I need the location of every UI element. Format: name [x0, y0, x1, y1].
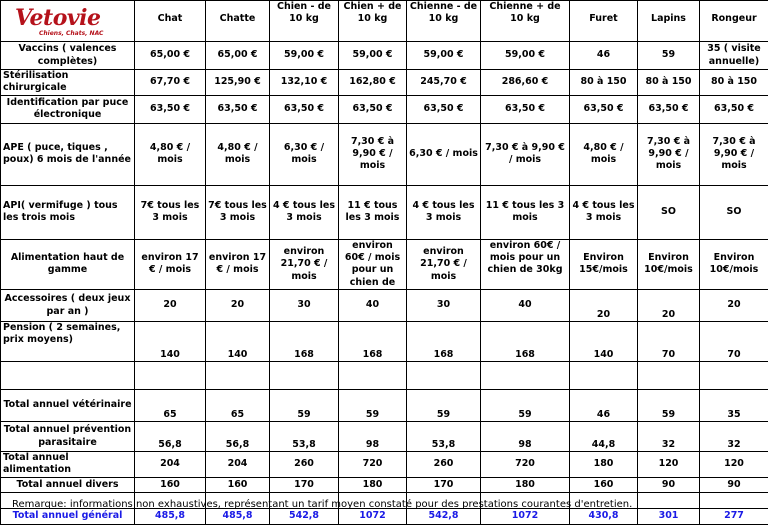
col-header-chienne-large: Chienne + de 10 kg: [481, 1, 570, 42]
table-cell: 7,30 € à 9,90 € / mois: [481, 123, 570, 185]
table-cell: 170: [270, 477, 339, 492]
table-cell: 485,8: [206, 508, 270, 524]
table-cell: 168: [270, 322, 339, 362]
row-label-sterilisation: Stérilisation chirurgicale: [1, 70, 135, 96]
table-cell: 67,70 €: [135, 70, 206, 96]
table-cell: 7€ tous les 3 mois: [135, 185, 206, 239]
table-cell: 90: [700, 477, 768, 492]
table-cell: 65: [135, 390, 206, 422]
table-cell: 44,8: [570, 422, 638, 452]
col-header-chien-large: Chien + de 10 kg: [339, 1, 407, 42]
row-label-total-prevention: Total annuel prévention parasitaire: [1, 422, 135, 452]
table-cell: 260: [407, 452, 481, 478]
table-cell: 301: [638, 508, 700, 524]
table-cell: 485,8: [135, 508, 206, 524]
table-cell: SO: [638, 185, 700, 239]
table-cell: 59: [270, 390, 339, 422]
table-cell: 20: [570, 290, 638, 322]
table-cell: 180: [481, 477, 570, 492]
table-cell: 204: [206, 452, 270, 478]
table-cell: 59: [481, 390, 570, 422]
table-cell: 4,80 € / mois: [570, 123, 638, 185]
table-cell: SO: [700, 185, 768, 239]
table-cell: 63,50 €: [638, 95, 700, 123]
col-header-chienne-small: Chienne - de 10 kg: [407, 1, 481, 42]
col-header-chat: Chat: [135, 1, 206, 42]
table-cell: 542,8: [270, 508, 339, 524]
table-cell: 125,90 €: [206, 70, 270, 96]
table-cell: [339, 362, 407, 390]
row-label-api: API( vermifuge ) tous les trois mois: [1, 185, 135, 239]
table-cell: 65,00 €: [135, 42, 206, 70]
table-row: [1, 123, 768, 185]
row-label-ape: APE ( puce, tiques , poux) 6 mois de l'année: [1, 123, 135, 185]
table-cell: 168: [339, 322, 407, 362]
col-header-rongeur: Rongeur: [700, 1, 768, 42]
table-cell: 80 à 150: [570, 70, 638, 96]
table-cell: 204: [135, 452, 206, 478]
table-cell: 59,00 €: [339, 42, 407, 70]
table-cell: 260: [270, 452, 339, 478]
table-cell: [270, 362, 339, 390]
table-cell: 168: [407, 322, 481, 362]
table-cell: 70: [700, 322, 768, 362]
table-cell: environ 60€ / mois pour un chien de 30kg: [481, 239, 570, 289]
table-cell: 160: [206, 477, 270, 492]
table-cell: 30: [270, 290, 339, 322]
table-cell: [638, 492, 700, 508]
footnote: Remarque: informations non exhaustives, représentant un tarif moyen constaté pour des prestations courantes d'entretien.: [12, 499, 632, 510]
table-cell: environ 17 € / mois: [206, 239, 270, 289]
table-cell: 53,8: [407, 422, 481, 452]
table-cell: 7,30 € à 9,90 € / mois: [700, 123, 768, 185]
table-cell: environ 60€ / mois pour un chien de: [339, 239, 407, 289]
table-cell: 98: [481, 422, 570, 452]
table-cell: 32: [638, 422, 700, 452]
table-cell: 6,30 € / mois: [407, 123, 481, 185]
table-cell: 7,30 € à 9,90 € / mois: [339, 123, 407, 185]
table-cell: 70: [638, 322, 700, 362]
table-cell: environ 21,70 € / mois: [270, 239, 339, 289]
table-cell: 277: [700, 508, 768, 524]
table-cell: 30: [407, 290, 481, 322]
header-row: [1, 1, 768, 42]
row-label-total-divers: Total annuel divers: [1, 477, 135, 492]
table-cell: 140: [206, 322, 270, 362]
table-cell: 46: [570, 42, 638, 70]
table-cell: environ 21,70 € / mois: [407, 239, 481, 289]
table-cell: 1072: [481, 508, 570, 524]
table-row: [1, 390, 768, 422]
col-header-furet: Furet: [570, 1, 638, 42]
table-cell: 160: [135, 477, 206, 492]
table-cell: [638, 362, 700, 390]
table-cell: 160: [570, 477, 638, 492]
table-cell: 63,50 €: [135, 95, 206, 123]
table-cell: [700, 362, 768, 390]
table-cell: 20: [638, 290, 700, 322]
table-row: [1, 422, 768, 452]
table-cell: 80 à 150: [700, 70, 768, 96]
table-cell: 140: [135, 322, 206, 362]
table-cell: 63,50 €: [700, 95, 768, 123]
table-cell: 63,50 €: [407, 95, 481, 123]
table-cell: 720: [481, 452, 570, 478]
table-cell: 168: [481, 322, 570, 362]
total-row: [1, 508, 768, 524]
logo-tagline: Chiens, Chats, NAC: [39, 30, 103, 38]
table-cell: Environ 15€/mois: [570, 239, 638, 289]
table-row: [1, 322, 768, 362]
table-cell: 59,00 €: [270, 42, 339, 70]
table-cell: 59: [638, 390, 700, 422]
table-cell: 6,30 € / mois: [270, 123, 339, 185]
table-cell: 59,00 €: [407, 42, 481, 70]
table-row: [1, 70, 768, 96]
table-cell: 20: [206, 290, 270, 322]
table-cell: 180: [570, 452, 638, 478]
table-cell: 286,60 €: [481, 70, 570, 96]
table-cell: 11 € tous les 3 mois: [481, 185, 570, 239]
table-cell: 4 € tous les 3 mois: [270, 185, 339, 239]
table-cell: 170: [407, 477, 481, 492]
table-cell: 53,8: [270, 422, 339, 452]
table-cell: 46: [570, 390, 638, 422]
table-cell: 59: [638, 42, 700, 70]
table-row: [1, 362, 768, 390]
table-row: [1, 477, 768, 492]
row-label-alimentation: Alimentation haut de gamme: [1, 239, 135, 289]
row-label-vaccins: Vaccins ( valences complètes): [1, 42, 135, 70]
table-cell: 59: [407, 390, 481, 422]
table-cell: 4 € tous les 3 mois: [407, 185, 481, 239]
table-cell: 35: [700, 390, 768, 422]
table-cell: 56,8: [135, 422, 206, 452]
table-row: [1, 452, 768, 478]
table-cell: 35 ( visite annuelle): [700, 42, 768, 70]
table-cell: 63,50 €: [339, 95, 407, 123]
table-row: [1, 290, 768, 322]
table-cell: 65,00 €: [206, 42, 270, 70]
row-label-total-veterinaire: Total annuel vétérinaire: [1, 390, 135, 422]
table-cell: 132,10 €: [270, 70, 339, 96]
table-cell: 162,80 €: [339, 70, 407, 96]
table-cell: [1, 362, 135, 390]
table-cell: 7,30 € à 9,90 € / mois: [638, 123, 700, 185]
table-cell: 40: [339, 290, 407, 322]
table-cell: 80 à 150: [638, 70, 700, 96]
row-label-identification: Identification par puce électronique: [1, 95, 135, 123]
table-cell: 63,50 €: [570, 95, 638, 123]
row-label-total-alimentation: Total annuel alimentation: [1, 452, 135, 478]
table-cell: 542,8: [407, 508, 481, 524]
logo: [1, 1, 135, 42]
table-cell: 120: [638, 452, 700, 478]
table-cell: 63,50 €: [481, 95, 570, 123]
table-cell: [135, 362, 206, 390]
table-cell: [206, 362, 270, 390]
table-row: [1, 42, 768, 70]
table-cell: 65: [206, 390, 270, 422]
table-cell: 90: [638, 477, 700, 492]
table-cell: [481, 362, 570, 390]
table-cell: 120: [700, 452, 768, 478]
table-row: [1, 185, 768, 239]
table-cell: 11 € tous les 3 mois: [339, 185, 407, 239]
table-cell: environ 17 € / mois: [135, 239, 206, 289]
table-cell: 720: [339, 452, 407, 478]
table-cell: 7€ tous les 3 mois: [206, 185, 270, 239]
table-cell: [570, 362, 638, 390]
row-label-total-general: Total annuel général: [1, 508, 135, 524]
table-row: [1, 239, 768, 289]
table-cell: 20: [700, 290, 768, 322]
table-cell: 63,50 €: [206, 95, 270, 123]
table-cell: 56,8: [206, 422, 270, 452]
logo-brand: Vetovie: [15, 4, 101, 33]
table-cell: 245,70 €: [407, 70, 481, 96]
table-cell: 1072: [339, 508, 407, 524]
table-cell: 40: [481, 290, 570, 322]
table-cell: 32: [700, 422, 768, 452]
col-header-chien-small: Chien - de 10 kg: [270, 1, 339, 42]
table-cell: 20: [135, 290, 206, 322]
table-cell: 4,80 € / mois: [206, 123, 270, 185]
table-cell: 63,50 €: [270, 95, 339, 123]
table-row: [1, 95, 768, 123]
table-cell: [407, 362, 481, 390]
table-cell: 59: [339, 390, 407, 422]
col-header-chatte: Chatte: [206, 1, 270, 42]
table-cell: Environ 10€/mois: [700, 239, 768, 289]
table-cell: [700, 492, 768, 508]
row-label-pension: Pension ( 2 semaines, prix moyens): [1, 322, 135, 362]
table-cell: 4,80 € / mois: [135, 123, 206, 185]
row-label-accessoires: Accessoires ( deux jeux par an ): [1, 290, 135, 322]
table-cell: 4 € tous les 3 mois: [570, 185, 638, 239]
table-cell: 430,8: [570, 508, 638, 524]
table-cell: 180: [339, 477, 407, 492]
table-cell: Environ 10€/mois: [638, 239, 700, 289]
col-header-lapins: Lapins: [638, 1, 700, 42]
table-cell: 140: [570, 322, 638, 362]
table-cell: 59,00 €: [481, 42, 570, 70]
table-cell: 98: [339, 422, 407, 452]
